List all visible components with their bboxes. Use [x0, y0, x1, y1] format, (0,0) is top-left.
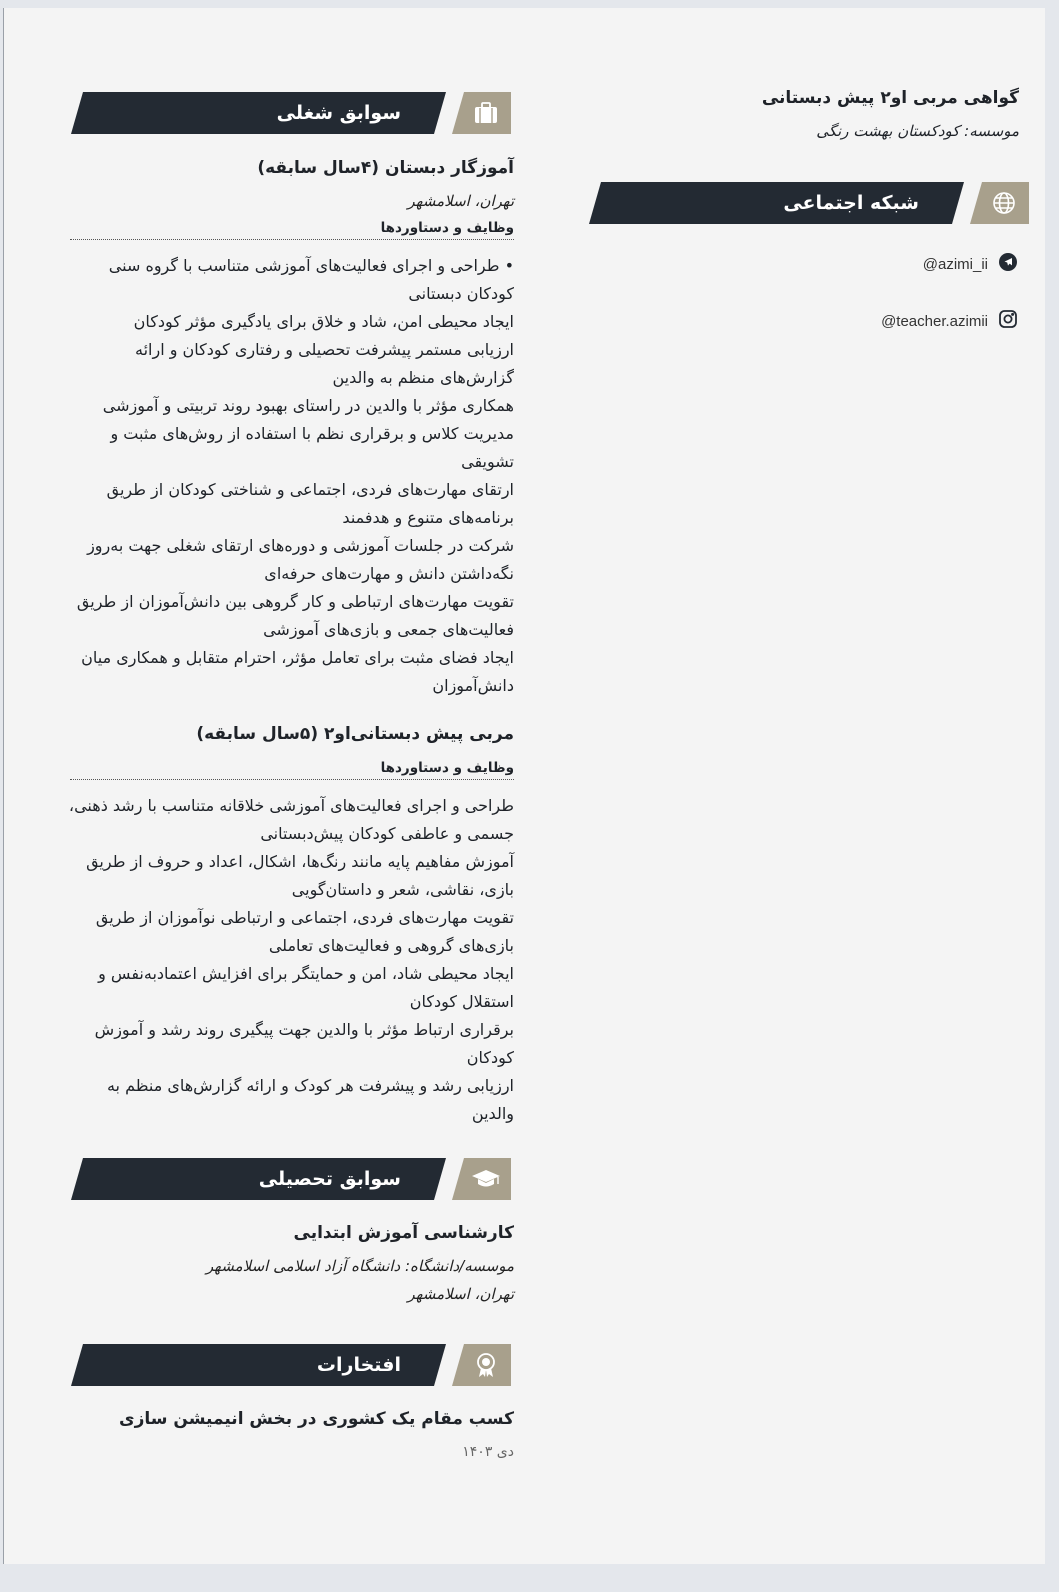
list-item: تشویقی [461, 452, 514, 471]
briefcase-icon [452, 92, 511, 134]
list-item: فعالیت‌های جمعی و بازی‌های آموزشی [263, 620, 514, 639]
social-link-telegram[interactable] [923, 252, 1018, 276]
instagram-icon [998, 309, 1018, 333]
graduation-cap-icon [452, 1158, 511, 1200]
list-item: مدیریت کلاس و برقراری نظم با استفاده از روش‌های مثبت و [110, 424, 514, 443]
list-item: بازی، نقاشی، شعر و داستان‌گویی [291, 880, 514, 899]
education-location: تهران، اسلامشهر [407, 1285, 514, 1303]
list-item: ارزیابی رشد و پیشرفت هر کودک و ارائه گزارش‌های منظم به [106, 1076, 514, 1095]
awards-section-header [71, 1344, 511, 1388]
list-item: دانش‌آموزان [432, 676, 514, 695]
list-item: ایجاد محیطی شاد، امن و حمایتگر برای افزایش اعتمادبه‌نفس و [98, 964, 514, 983]
list-item: همکاری مؤثر با والدین در راستای بهبود روند تربیتی و آموزشی [102, 396, 514, 415]
resume-page [3, 8, 1045, 1564]
list-item: استقلال کودکان [409, 992, 514, 1011]
list-item: طراحی و اجرای فعالیت‌های آموزشی خلاقانه متناسب با رشد ذهنی، [68, 796, 514, 815]
certificate-title: گواهی مربی او۲ پیش دبستانی [761, 88, 1019, 108]
list-item: کودکان [466, 1048, 514, 1067]
globe-icon [970, 182, 1029, 224]
social-handle: @azimi_ii [922, 255, 988, 273]
list-item: تقویت مهارت‌های فردی، اجتماعی و ارتباطی نوآموزان از طریق [95, 908, 514, 927]
job-location: تهران، اسلامشهر [407, 192, 514, 210]
list-item: • طراحی و اجرای فعالیت‌های آموزشی متناسب با گروه سنی [108, 256, 514, 275]
section-heading: سوابق تحصیلی [258, 1168, 401, 1190]
list-item: ایجاد محیطی امن، شاد و خلاق برای یادگیری مؤثر کودکان [133, 312, 514, 331]
list-item: کودکان دبستانی [408, 284, 514, 303]
job-title: آموزگار دبستان (۴سال سابقه) [257, 158, 514, 178]
list-item: ایجاد فضای مثبت برای تعامل مؤثر، احترام متقابل و همکاری میان [81, 648, 514, 667]
list-item: ارتقای مهارت‌های فردی، اجتماعی و شناختی کودکان از طریق [106, 480, 514, 499]
list-item: تقویت مهارت‌های ارتباطی و کار گروهی بین دانش‌آموزان از طریق [76, 592, 514, 611]
list-item: نگه‌داشتن دانش و مهارت‌های حرفه‌ای [264, 564, 514, 583]
social-handle: @teacher.azimii [881, 312, 988, 330]
section-heading: افتخارات [316, 1354, 401, 1376]
list-item: شرکت در جلسات آموزشی و دوره‌های ارتقای شغلی جهت به‌روز [87, 536, 514, 555]
telegram-icon [998, 252, 1018, 276]
award-medal-icon [452, 1344, 511, 1386]
duties-list [20, 252, 514, 700]
list-item: گزارش‌های منظم به والدین [332, 368, 514, 387]
job-title: مربی پیش دبستانی‌او۲ (۵سال سابقه) [196, 724, 514, 744]
education-institute: موسسه/دانشگاه: دانشگاه آزاد اسلامی اسلامشهر [206, 1257, 514, 1275]
certificate-institute: موسسه: کودکستان بهشت رنگی [816, 122, 1019, 140]
duties-label: وظایف و دستاوردها [70, 760, 514, 780]
list-item: بازی‌های گروهی و فعالیت‌های تعاملی [268, 936, 514, 955]
award-date: دی ۱۴۰۳ [462, 1444, 514, 1460]
duties-label: وظایف و دستاوردها [70, 220, 514, 240]
social-link-instagram[interactable] [881, 309, 1018, 333]
list-item: ارزیابی مستمر پیشرفت تحصیلی و رفتاری کودکان و ارائه [135, 340, 514, 359]
list-item: برنامه‌های متنوع و هدفمند [342, 508, 514, 527]
section-heading: شبکه اجتماعی [783, 192, 919, 214]
duties-list [20, 792, 514, 1128]
list-item: والدین [471, 1104, 514, 1123]
social-section-header [589, 182, 1029, 226]
award-title: کسب مقام یک کشوری در بخش انیمیشن سازی [119, 1409, 514, 1429]
list-item: برقراری ارتباط مؤثر با والدین جهت پیگیری روند رشد و آموزش [94, 1020, 514, 1039]
section-heading: سوابق شغلی [276, 102, 401, 124]
education-section-header [71, 1158, 511, 1202]
list-item: جسمی و عاطفی کودکان پیش‌دبستانی [260, 824, 514, 843]
degree-title: کارشناسی آموزش ابتدایی [293, 1223, 514, 1243]
work-section-header [71, 92, 511, 136]
list-item: آموزش مفاهیم پایه مانند رنگ‌ها، اشکال، اعداد و حروف از طریق [86, 852, 514, 871]
